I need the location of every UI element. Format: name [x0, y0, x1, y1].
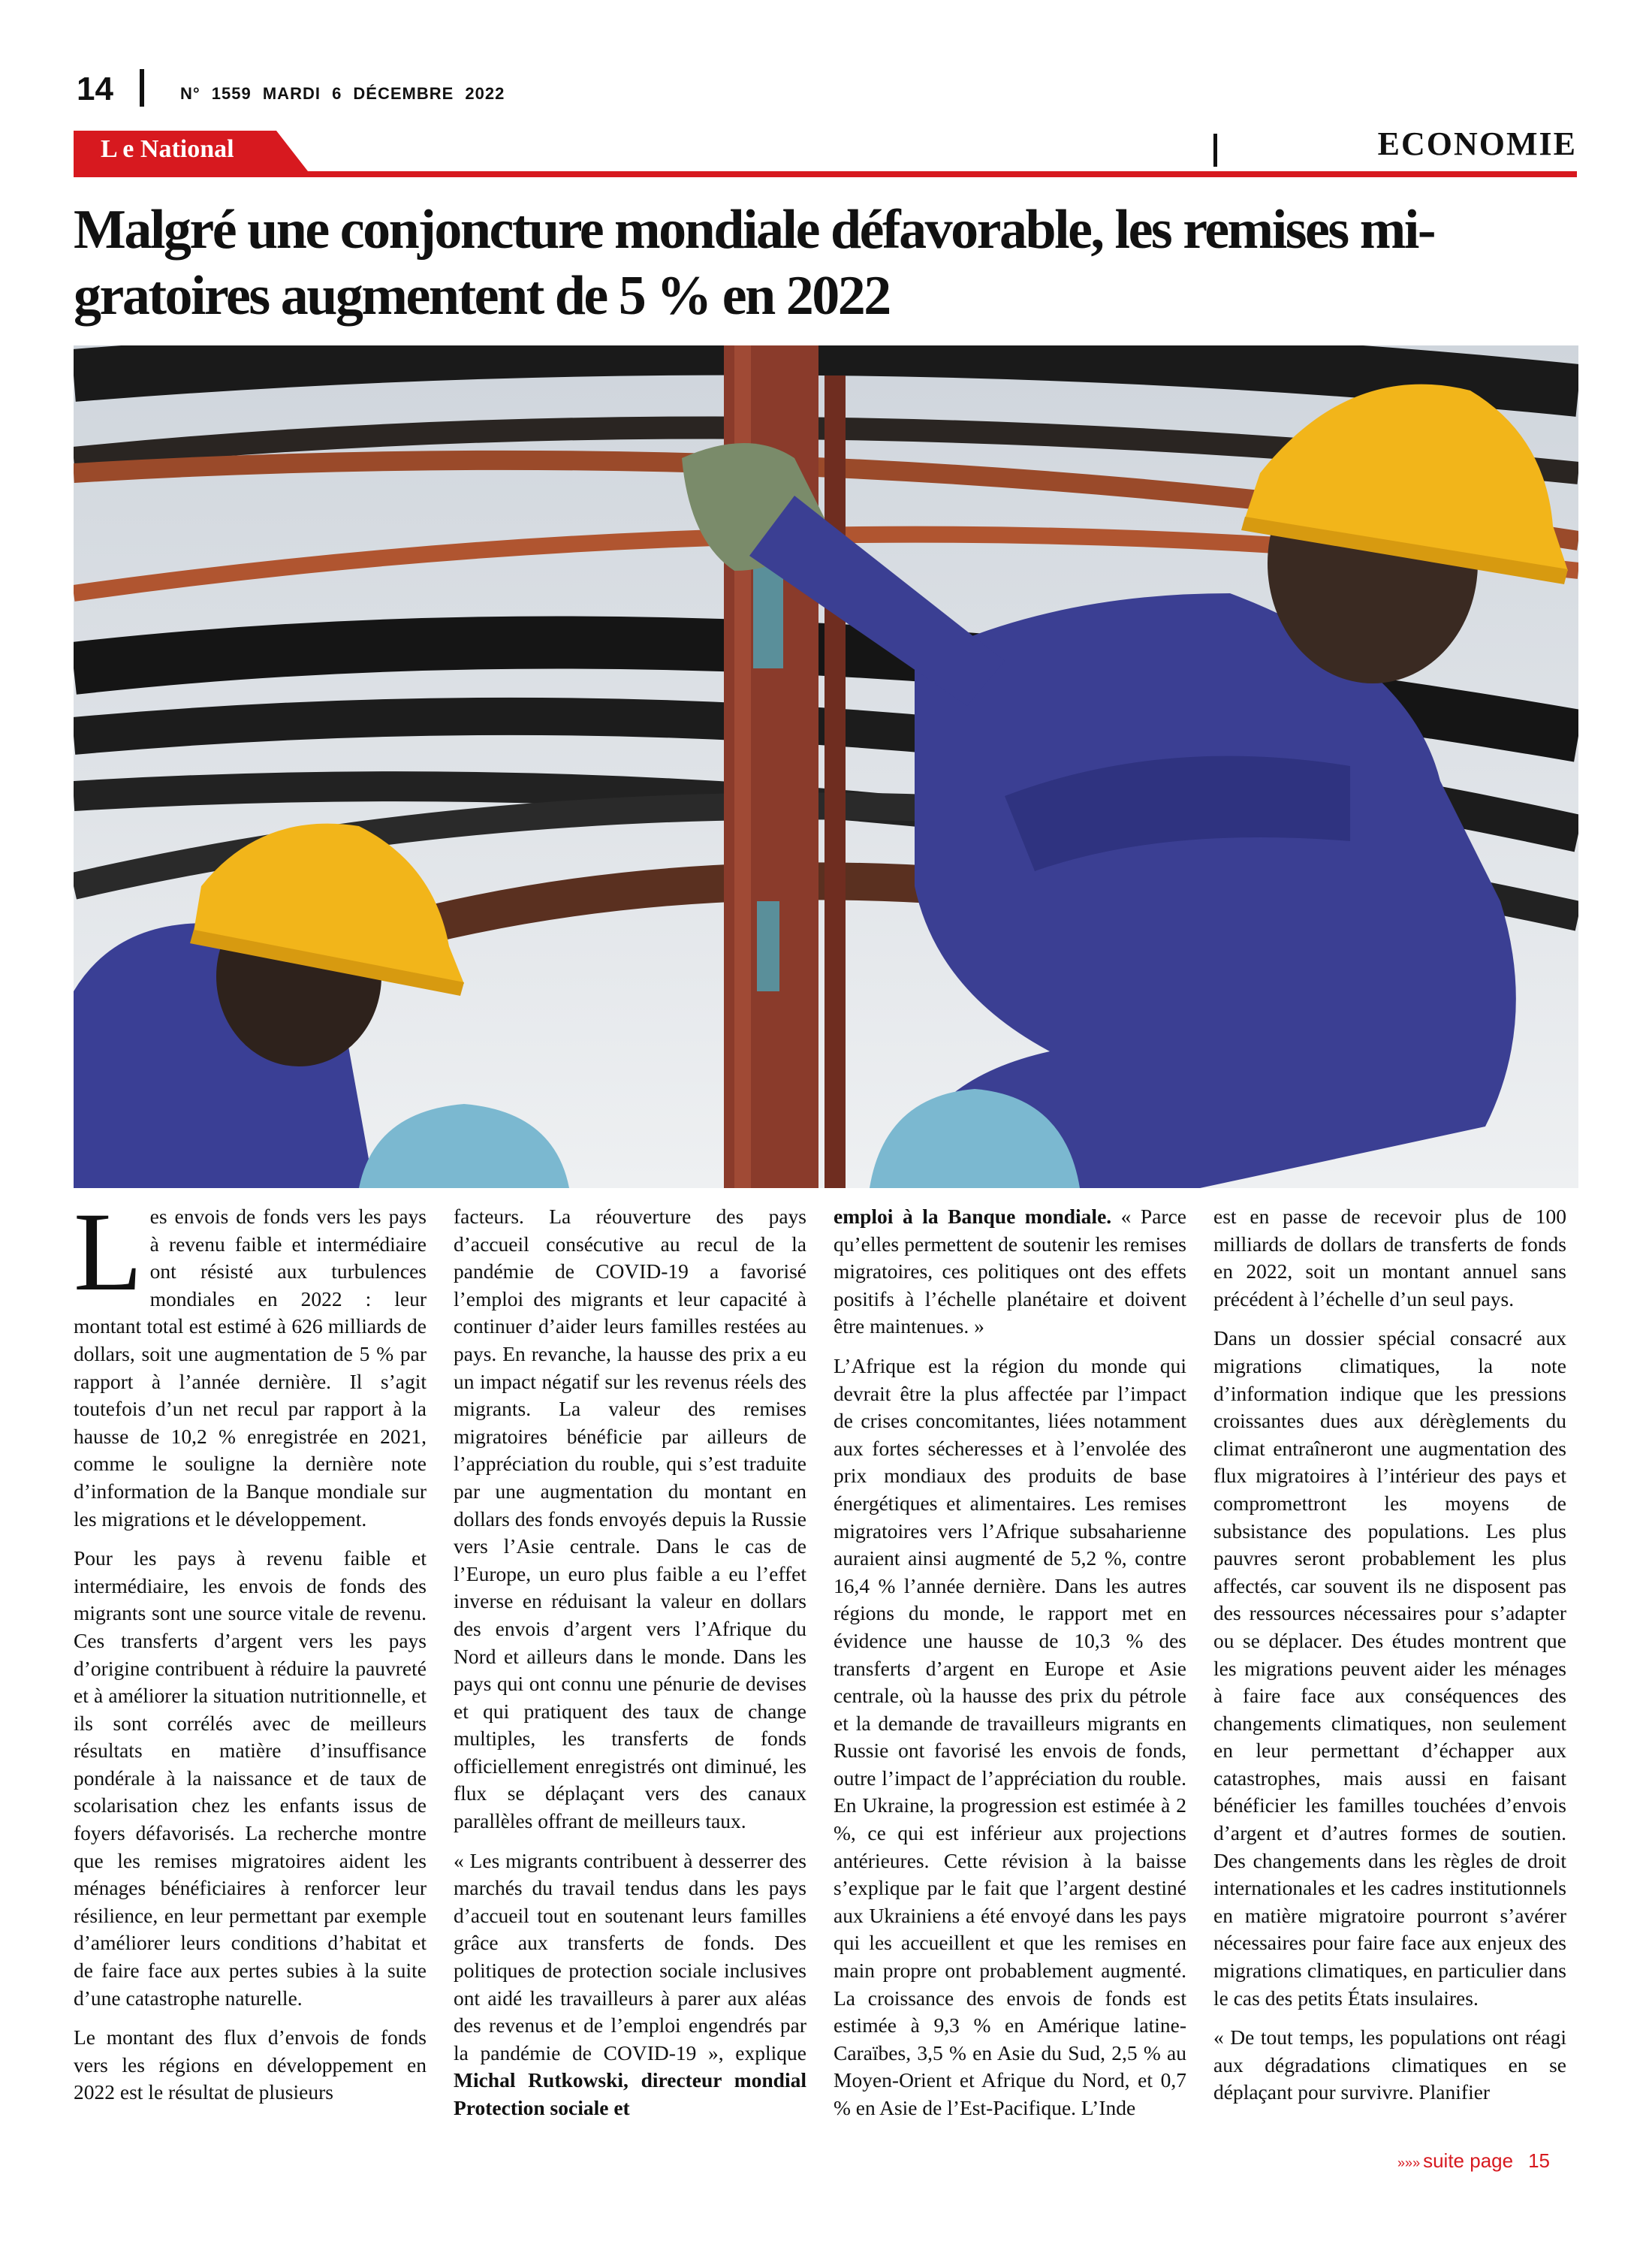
article-headline — [74, 197, 1583, 329]
article-photo — [74, 345, 1578, 1188]
header-rule — [74, 171, 1577, 177]
article-paragraph: Dans un dossier spécial consacré aux migrations climatiques, la note d’information indique que les pressions croissantes dues aux dérèglements du climat entraîneront une augmentation des flux migratoires à l’intérieur des pays et compromettront les moyens de subsistance des populations. Les plus pauvres seront probablement les plus affectés, car souvent ils ne disposent pas des ressources nécessaires pour s’adapter ou se déplacer. Des études montrent que les migrations peuvent aider les ménages à faire face aux conséquences des changements climatiques, non seulement en leur permettant d’échapper aux catastrophes, mais aussi en faisant bénéficier les familles touchées d’envois d’argent et d’autres formes de soutien. Des changements dans les règles de droit internationales et les cadres institutionnels en matière migratoire pourront s’avérer nécessaires pour faire face aux enjeux des migrations climatiques, en particulier dans le cas des petits États insulaires. — [1213, 1326, 1566, 2010]
headline-line-1: Malgré une conjoncture mondiale défavorable, les remises mi- — [74, 199, 1435, 261]
article-column-4 — [1213, 1203, 1566, 2119]
header-divider — [140, 69, 144, 107]
publication-name: L e National — [101, 135, 234, 163]
article-paragraph: emploi à la Banque mondiale. « Parce qu’elles permettent de soutenir les remises migratoires, ces politiques ont des effets positifs à l’échelle planétaire et doivent être maintenues. » — [834, 1205, 1186, 1338]
article-paragraph: Le montant des flux d’envois de fonds vers les régions en développement en 2022 est le résultat de plusieurs — [74, 2025, 427, 2104]
article-paragraph: « De tout temps, les populations ont réagi aux dégradations climatiques en se déplaçant pour survivre. Planifier — [1213, 2025, 1566, 2104]
article-column-2 — [454, 1203, 806, 2134]
section-divider — [1213, 134, 1217, 167]
page-number: 14 — [77, 71, 113, 107]
section-title: ECONOMIE — [1377, 125, 1577, 162]
article-paragraph: Pour les pays à revenu faible et intermédiaire, les envois de fonds des migrants sont une source vitale de revenu. Ces transferts d’argent vers les pays d’origine contribuent à réduire la pauvreté et à améliorer la situation nutritionnelle, et ils sont corrélés avec de meilleurs résultats en matière d’insuffisance pondérale à la naissance et de taux de scolarisation chez les enfants issus de foyers défavorisés. La recherche montre que les remises migratoires aident les ménages bénéficiaires à renforcer leur résilience, en leur permettant par exemple d’améliorer leurs conditions d’habitat et de faire face aux pertes subies à la suite d’une catastrophe naturelle. — [74, 1546, 427, 2010]
article-paragraph: est en passe de recevoir plus de 100 milliards de dollars de transferts de fonds en 2022, soit un montant annuel sans précédent à l’échelle d’un seul pays. — [1213, 1205, 1566, 1310]
workers-photo — [74, 345, 1578, 1188]
continued-page-number: 15 — [1528, 2149, 1550, 2172]
article-quote-paragraph: « Les migrants contribuent à desserrer des marchés du travail tendus dans les pays d’accueil tout en soutenant leurs familles grâce aux transferts de fonds. Des politiques de protection sociale inclusives ont aidé les travailleurs à parer aux aléas des revenus et de l’emploi engendrés par la pandémie de COVID-19 », explique Michal Rutkowski, directeur mondial Protection sociale et — [454, 1848, 806, 2119]
article-paragraph: L’Afrique est la région du monde qui devrait être la plus affectée par l’impact de crises concomitantes, liées notamment aux fortes sécheresses et à l’envolée des prix mondiaux des produits de base énergétiques et alimentaires. Les remises migratoires vers l’Afrique subsaharienne auraient ainsi augmenté de 5,2 %, contre 16,4 % l’année dernière. Dans les autres régions du monde, le rapport met en évidence une hausse de 10,3 % des transferts d’argent en Europe et Asie centrale, où la hausse des prix du pétrole et la demande de travailleurs migrants en Russie ont favorisé les envois de fonds, outre l’impact de l’appréciation du rouble. En Ukraine, la progression est estimée à 2 %, ce qui est inférieur aux projections antérieures. Cette révision à la baisse s’explique par le fait que l’argent destiné aux Ukrainiens a été envoyé dans les pays qui les accueillent et que les remises en main propre ont probablement augmenté. La croissance des envois de fonds est estimée à 9,3 % en Amérique latine-Caraïbes, 3,5 % en Asie du Sud, 2,5 % au Moyen-Orient et Afrique du Nord, et 0,7 % en Asie de l’Est-Pacifique. L’Inde — [834, 1353, 1186, 2119]
drop-cap: L — [74, 1190, 143, 1314]
article-column-3 — [834, 1203, 1186, 2134]
continued-link[interactable] — [1397, 2149, 1550, 2173]
article-column-1 — [74, 1190, 427, 2119]
continued-label: suite page — [1423, 2149, 1514, 2172]
brand-tab — [74, 131, 314, 171]
quoted-person: Michal Rutkowski, directeur mondial Protection sociale et — [454, 2068, 806, 2119]
article-paragraph: Les envois de fonds vers les pays à revenu faible et intermédiaire ont résisté aux turbulences mondiales en 2022 : leur montant total est estimé à 626 milliards de dollars, soit une augmentation de 5 % par rapport à l’année dernière. Il s’agit toutefois d’un net recul par rapport à la hausse de 10,2 % enregistrée en 2021, comme le souligne la dernière note d’information de la Banque mondiale sur les migrations et le développement. — [74, 1190, 427, 1531]
article-paragraph: facteurs. La réouverture des pays d’accueil consécutive au recul de la pandémie de COVID-19 a favorisé l’emploi des migrants et leur capacité à continuer d’aider leurs familles restées au pays. En revanche, la hausse des prix a eu un impact négatif sur les revenus réels des migrants. La valeur des remises migratoires bénéficie par ailleurs de l’appréciation du rouble, qui s’est traduite par une augmentation du montant en dollars des fonds envoyés depuis la Russie vers l’Asie centrale. Dans le cas de l’Europe, un euro plus faible a eu l’effet inverse en réduisant la valeur en dollars des envois d’argent vers l’Afrique du Nord et ailleurs dans le monde. Dans les pays qui ont connu une pénurie de devises et qui pratiquent des taux de change multiples, les transferts de fonds officiellement enregistrés ont diminué, les flux se déplaçant vers des canaux parallèles offrant de meilleurs taux. — [454, 1205, 806, 1833]
continue-arrows-icon: »»» — [1397, 2155, 1421, 2170]
headline-line-2: gratoires augmentent de 5 % en 2022 — [74, 265, 890, 327]
issue-date-line: N° 1559 MARDI 6 DÉCEMBRE 2022 — [180, 84, 505, 103]
